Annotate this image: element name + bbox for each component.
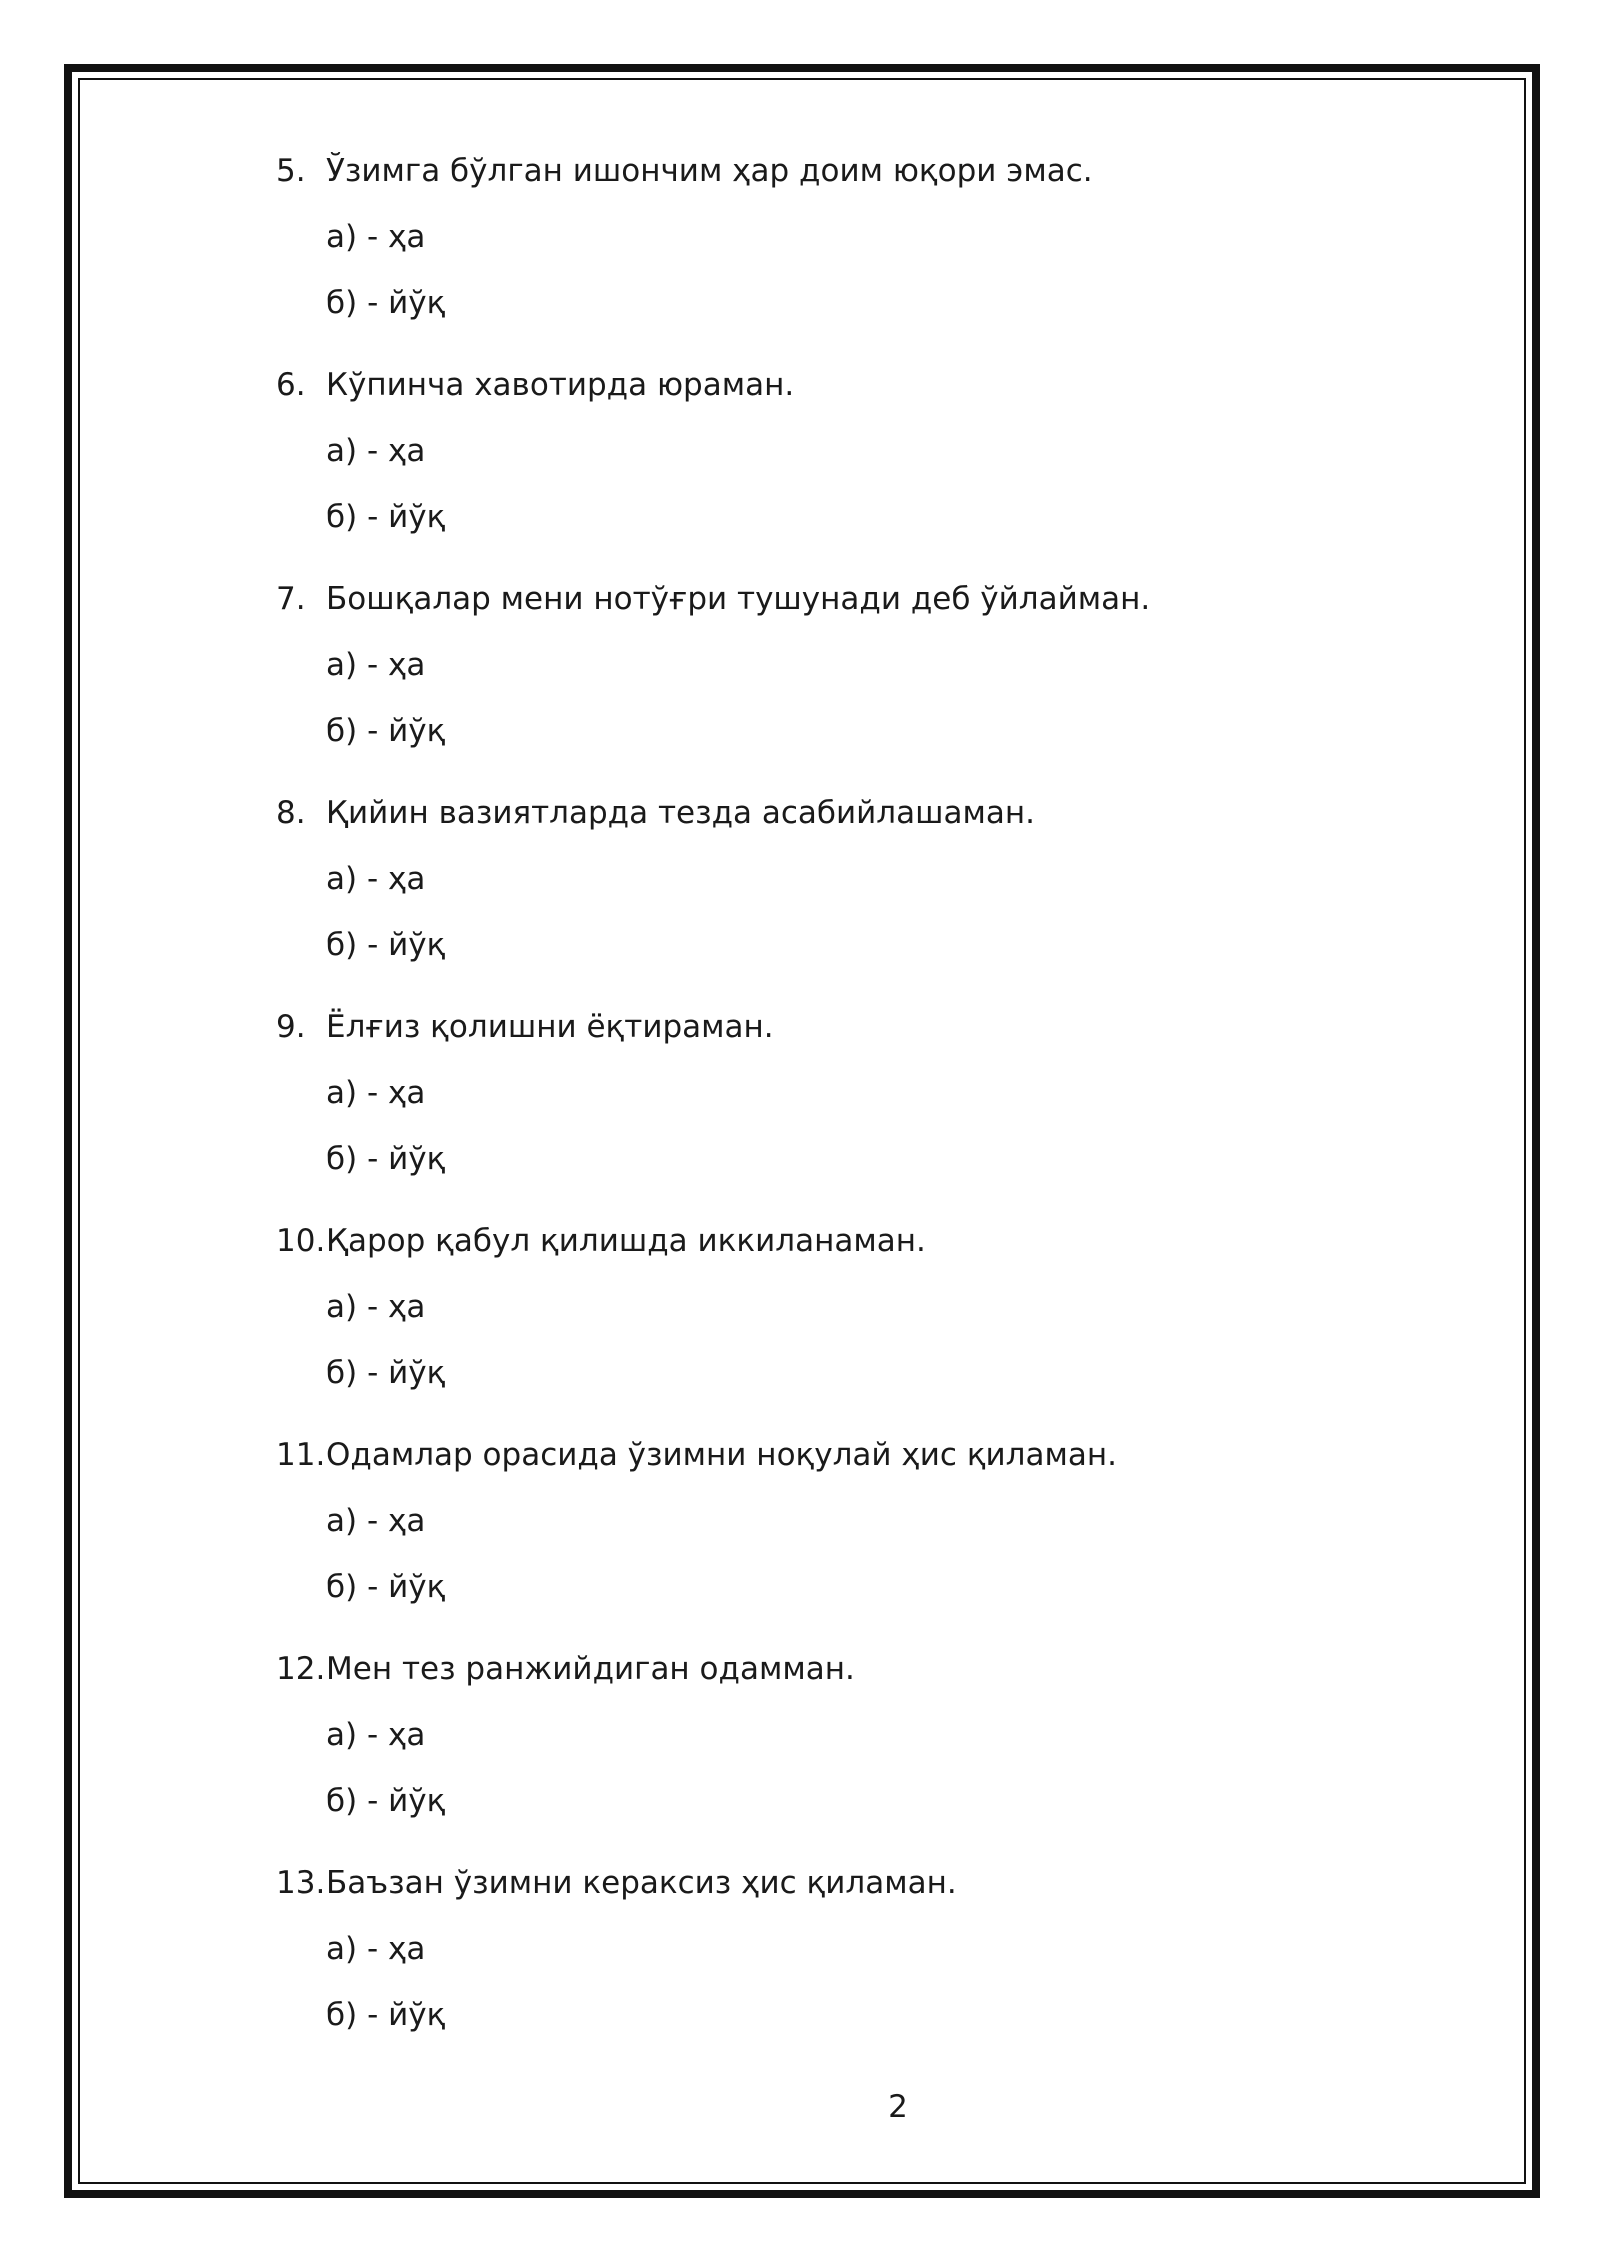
question-item: [276, 1218, 1426, 1432]
question-line: [276, 1004, 774, 1050]
option-yes: а) - ҳа: [326, 1503, 426, 1539]
option-no: б) - йўқ: [326, 499, 446, 535]
question-item: [276, 362, 1426, 576]
question-item: [276, 576, 1426, 790]
option-yes: а) - ҳа: [326, 861, 426, 897]
option-yes: а) - ҳа: [326, 1075, 426, 1111]
question-line: [276, 1646, 855, 1692]
option-yes: а) - ҳа: [326, 219, 426, 255]
question-number: 7.: [276, 581, 306, 617]
question-item: [276, 1432, 1426, 1646]
question-line: [276, 148, 1093, 194]
option-no: б) - йўқ: [326, 1141, 446, 1177]
question-number: 5.: [276, 153, 306, 189]
question-text: Қийин вазиятларда тезда асабийлашаман.: [326, 795, 1035, 831]
option-no: б) - йўқ: [326, 285, 446, 321]
question-line: [276, 790, 1035, 836]
option-no: б) - йўқ: [326, 1997, 446, 2033]
question-item: [276, 1646, 1426, 1860]
question-text: Бошқалар мени нотўғри тушунади деб ўйлайман.: [326, 581, 1151, 617]
question-line: [276, 1432, 1117, 1478]
question-text: Кўпинча хавотирда юраман.: [326, 367, 795, 403]
page-number: 2: [888, 2089, 908, 2125]
question-number: 10.: [276, 1223, 326, 1259]
option-yes: а) - ҳа: [326, 647, 426, 683]
question-line: [276, 576, 1150, 622]
question-item: [276, 790, 1426, 1004]
question-number: 12.: [276, 1651, 326, 1687]
question-number: 6.: [276, 367, 306, 403]
option-no: б) - йўқ: [326, 927, 446, 963]
question-text: Қарор қабул қилишда иккиланаман.: [326, 1223, 926, 1259]
option-no: б) - йўқ: [326, 1569, 446, 1605]
question-number: 8.: [276, 795, 306, 831]
questionnaire: [276, 148, 1426, 2074]
option-yes: а) - ҳа: [326, 1289, 426, 1325]
question-line: [276, 362, 794, 408]
option-yes: а) - ҳа: [326, 1931, 426, 1967]
question-number: 11.: [276, 1437, 326, 1473]
question-text: Одамлар орасида ўзимни ноқулай ҳис қиламан.: [326, 1437, 1117, 1473]
question-number: 13.: [276, 1865, 326, 1901]
question-item: [276, 1860, 1426, 2074]
question-text: Баъзан ўзимни кераксиз ҳис қиламан.: [326, 1865, 957, 1901]
question-text: Мен тез ранжийдиган одамман.: [326, 1651, 855, 1687]
question-item: [276, 1004, 1426, 1218]
option-no: б) - йўқ: [326, 1355, 446, 1391]
question-line: [276, 1218, 926, 1264]
option-yes: а) - ҳа: [326, 433, 426, 469]
question-line: [276, 1860, 957, 1906]
question-text: Ўзимга бўлган ишончим ҳар доим юқори эмас.: [326, 153, 1093, 189]
option-no: б) - йўқ: [326, 1783, 446, 1819]
option-yes: а) - ҳа: [326, 1717, 426, 1753]
option-no: б) - йўқ: [326, 713, 446, 749]
question-text: Ёлғиз қолишни ёқтираман.: [326, 1009, 774, 1045]
question-number: 9.: [276, 1009, 306, 1045]
question-item: [276, 148, 1426, 362]
